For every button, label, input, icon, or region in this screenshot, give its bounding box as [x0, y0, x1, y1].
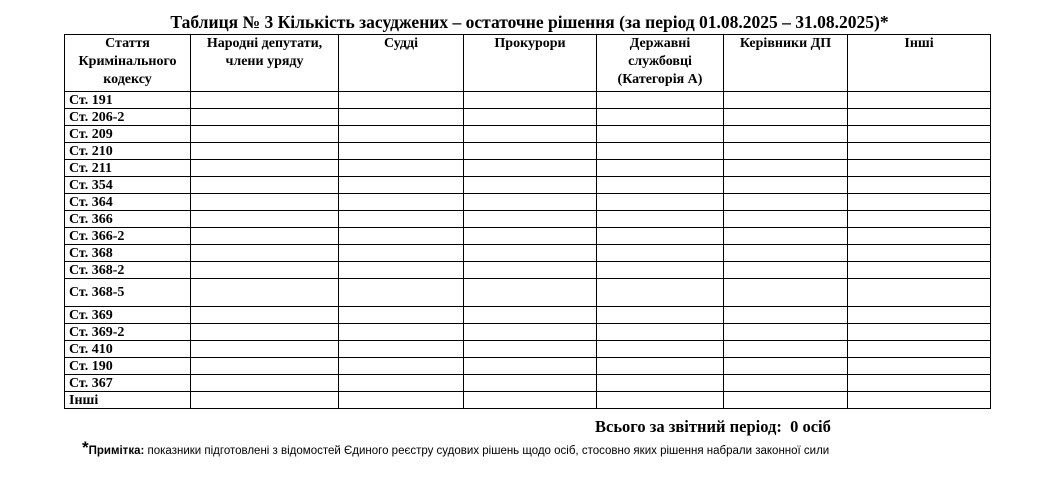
table-cell	[597, 262, 724, 279]
table-cell	[848, 92, 991, 109]
table-cell	[464, 211, 597, 228]
convictions-table	[64, 34, 991, 409]
table-cell	[464, 279, 597, 307]
table-cell	[464, 262, 597, 279]
table-cell	[597, 228, 724, 245]
table-cell	[597, 143, 724, 160]
table-cell	[464, 245, 597, 262]
table-cell	[597, 392, 724, 409]
table-cell	[464, 341, 597, 358]
table-cell	[597, 92, 724, 109]
table-cell	[848, 143, 991, 160]
table-cell	[191, 279, 339, 307]
table-cell	[191, 126, 339, 143]
table-cell	[848, 126, 991, 143]
table-cell	[724, 92, 848, 109]
table-row	[65, 392, 991, 409]
table-cell	[724, 358, 848, 375]
table-cell	[191, 307, 339, 324]
table-cell	[597, 307, 724, 324]
table-cell	[724, 143, 848, 160]
table-cell	[724, 211, 848, 228]
table-cell	[848, 245, 991, 262]
table-cell	[848, 341, 991, 358]
table-cell	[339, 92, 464, 109]
table-cell	[191, 262, 339, 279]
table-row	[65, 160, 991, 177]
column-header-article: Стаття Кримінального кодексу	[65, 35, 191, 92]
table-cell	[339, 324, 464, 341]
row-article-label: Інші	[65, 392, 191, 409]
row-article-label: Ст. 367	[65, 375, 191, 392]
table-cell	[848, 307, 991, 324]
table-cell	[597, 341, 724, 358]
table-header-row	[65, 35, 991, 92]
table-row	[65, 262, 991, 279]
table-cell	[724, 307, 848, 324]
row-article-label: Ст. 211	[65, 160, 191, 177]
footnote-marker: *	[82, 438, 89, 457]
table-row	[65, 194, 991, 211]
table-cell	[724, 392, 848, 409]
table-cell	[191, 375, 339, 392]
table-cell	[339, 307, 464, 324]
table-cell	[464, 177, 597, 194]
total-summary	[595, 417, 831, 437]
table-cell	[597, 194, 724, 211]
row-article-label: Ст. 368-2	[65, 262, 191, 279]
table-cell	[339, 358, 464, 375]
table-row	[65, 307, 991, 324]
table-cell	[339, 160, 464, 177]
table-cell	[724, 228, 848, 245]
total-value: 0 осіб	[790, 417, 831, 436]
row-article-label: Ст. 364	[65, 194, 191, 211]
column-header-civil-servants: Державні службовці (Категорія А)	[597, 35, 724, 92]
table-cell	[848, 177, 991, 194]
row-article-label: Ст. 410	[65, 341, 191, 358]
table-cell	[848, 375, 991, 392]
table-cell	[848, 324, 991, 341]
table-row	[65, 143, 991, 160]
column-header-state-enterprise-heads: Керівники ДП	[724, 35, 848, 92]
table-cell	[191, 143, 339, 160]
table-cell	[597, 245, 724, 262]
table-cell	[848, 211, 991, 228]
table-cell	[597, 375, 724, 392]
table-cell	[848, 358, 991, 375]
table-cell	[339, 245, 464, 262]
table-cell	[339, 211, 464, 228]
table-row	[65, 279, 991, 307]
table-row	[65, 126, 991, 143]
table-row	[65, 358, 991, 375]
table-cell	[724, 375, 848, 392]
table-row	[65, 324, 991, 341]
row-article-label: Ст. 366	[65, 211, 191, 228]
table-cell	[597, 126, 724, 143]
table-cell	[464, 358, 597, 375]
table-cell	[848, 279, 991, 307]
table-cell	[191, 211, 339, 228]
table-cell	[464, 392, 597, 409]
table-cell	[191, 228, 339, 245]
total-label: Всього за звітний період:	[595, 417, 782, 436]
table-cell	[724, 245, 848, 262]
row-article-label: Ст. 190	[65, 358, 191, 375]
table-cell	[848, 160, 991, 177]
row-article-label: Ст. 206-2	[65, 109, 191, 126]
footnote	[82, 438, 830, 460]
table-cell	[191, 358, 339, 375]
row-article-label: Ст. 354	[65, 177, 191, 194]
table-cell	[724, 160, 848, 177]
column-header-prosecutors: Прокурори	[464, 35, 597, 92]
table-cell	[191, 177, 339, 194]
table-cell	[464, 194, 597, 211]
table-cell	[339, 228, 464, 245]
table-cell	[464, 375, 597, 392]
table-cell	[464, 126, 597, 143]
table-cell	[191, 109, 339, 126]
table-cell	[464, 160, 597, 177]
row-article-label: Ст. 368	[65, 245, 191, 262]
column-header-others: Інші	[848, 35, 991, 92]
table-cell	[339, 143, 464, 160]
table-cell	[464, 143, 597, 160]
row-article-label: Ст. 369-2	[65, 324, 191, 341]
table-cell	[464, 92, 597, 109]
table-cell	[597, 160, 724, 177]
table-cell	[848, 392, 991, 409]
table-cell	[464, 307, 597, 324]
table-cell	[597, 358, 724, 375]
table-cell	[724, 324, 848, 341]
table-row	[65, 92, 991, 109]
table-cell	[339, 126, 464, 143]
table-cell	[597, 279, 724, 307]
table-cell	[191, 92, 339, 109]
table-row	[65, 245, 991, 262]
table-cell	[191, 160, 339, 177]
table-cell	[724, 126, 848, 143]
table-cell	[848, 194, 991, 211]
table-row	[65, 109, 991, 126]
table-cell	[191, 245, 339, 262]
table-cell	[339, 341, 464, 358]
table-cell	[848, 109, 991, 126]
table-cell	[724, 279, 848, 307]
table-cell	[724, 262, 848, 279]
table-row	[65, 228, 991, 245]
table-cell	[597, 211, 724, 228]
column-header-judges: Судді	[339, 35, 464, 92]
table-cell	[464, 324, 597, 341]
table-cell	[724, 194, 848, 211]
row-article-label: Ст. 366-2	[65, 228, 191, 245]
table-cell	[191, 194, 339, 211]
table-cell	[848, 228, 991, 245]
table-cell	[464, 109, 597, 126]
row-article-label: Ст. 369	[65, 307, 191, 324]
table-cell	[339, 279, 464, 307]
table-cell	[597, 109, 724, 126]
column-header-deputies: Народні депутати, члени уряду	[191, 35, 339, 92]
footnote-label: Примітка:	[88, 445, 145, 457]
row-article-label: Ст. 191	[65, 92, 191, 109]
table-cell	[191, 324, 339, 341]
table-row	[65, 341, 991, 358]
table-cell	[339, 177, 464, 194]
table-row	[65, 211, 991, 228]
table-title: Таблиця № 3 Кількість засуджених – остаточне рішення (за період 01.08.2025 – 31.08.2025)*	[170, 12, 889, 32]
table-body	[65, 92, 991, 409]
table-cell	[848, 262, 991, 279]
table-cell	[191, 341, 339, 358]
table-cell	[339, 109, 464, 126]
table-cell	[339, 262, 464, 279]
row-article-label: Ст. 209	[65, 126, 191, 143]
table-cell	[724, 177, 848, 194]
table-cell	[339, 194, 464, 211]
footnote-text: показники підготовлені з відомостей Єдиного реєстру судових рішень щодо осіб, стосовно яких рішення набрали законної сили	[147, 445, 830, 457]
table-row	[65, 177, 991, 194]
table-cell	[724, 109, 848, 126]
row-article-label: Ст. 210	[65, 143, 191, 160]
table-cell	[597, 177, 724, 194]
table-cell	[724, 341, 848, 358]
table-cell	[339, 375, 464, 392]
table-cell	[597, 324, 724, 341]
table-cell	[191, 392, 339, 409]
row-article-label: Ст. 368-5	[65, 279, 191, 307]
table-cell	[464, 228, 597, 245]
table-row	[65, 375, 991, 392]
table-cell	[339, 392, 464, 409]
